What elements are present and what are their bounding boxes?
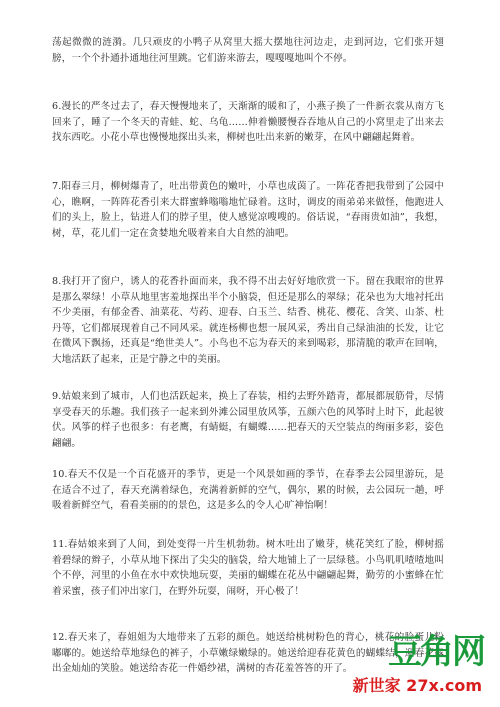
paragraph-6: 6.漫长的严冬过去了，春天慢慢地来了，天渐渐的暖和了，小燕子换了一件新衣裳从南方飞回来了，睡了一个冬天的青蛙、蛇、乌龟……伸着懒腰慢吞吞地从自己的小窝里走了出来去找东西吃。小花小草也慢慢地探出头来，柳树也吐出来新的嫩芽，在风中翩翩起舞着。 — [52, 101, 444, 144]
paragraph-10: 10.春天不仅是一个百花盛开的季节，更是一个风景如画的季节，在春季去公园里游玩，是在适合不过了，春天充满着绿色，充满着新鲜的空气，偶尔，累的时候，去公园玩一趟，呼吸着新鲜空气，看看美丽的的景色，这是多么的令人心旷神怡啊！ — [52, 469, 444, 512]
watermark-site: 新世家 27x.com — [352, 676, 482, 695]
paragraph-9: 9.姑娘来到了城市，人们也活跃起来，换上了春装，相约去野外踏青，都展都展筋骨，尽情享受春天的乐趣。我们孩子一起来到外滩公园里放风筝，五颜六色的风筝时上时下，此起彼伏。风筝的样子也很多：有老鹰，有蜻蜓，有蝴蝶……把春天的天空装点的绚丽多彩，姿色翩翩。 — [52, 391, 444, 449]
paragraph-8: 8.我打开了窗户，诱人的花香扑面而来，我不得不出去好好地欣赏一下。留在我眼帘的世界是那么翠绿！小草从地里害羞地探出半个小脑袋，但还是那么的翠绿；花朵也为大地衬托出不少美丽，有郁金香、油菜花、芍药、迎春、白玉兰、结香、桃花、樱花、含笑、山茶、杜丹等，它们都展现着自己不同风采。就连杨柳也想一展风采，秀出自己绿油油的长发，让它在微风下飘扬，还真是“绝世美人”。小鸟也不忘为春天的来到喝彩，那清脆的歌声在回响，大地活跃了起来，正是宁静之中的美丽。 — [52, 276, 444, 365]
paragraph-12: 12.春天来了，春姐姐为大地带来了五彩的颜色。她送给桃树粉色的背心，桃花的脸蛋儿粉嘟嘟的。她送给草地绿色的裤子，小草嫩绿嫩绿的。她送给迎春花黄色的蝴蝶结，迎春花露出金灿灿的笑脸。她送给杏花一件婚纱裙，满树的杏花羞答答的开了。 — [52, 632, 444, 675]
watermark-logo: 豆角网 — [388, 632, 484, 672]
paragraph-intro: 荡起微微的涟漪。几只顽皮的小鸭子从窝里大摇大摆地往河边走，走到河边，它们张开翅膀，一个个扑通扑通地往河里跳。它们游来游去，嘎嘎嘎地叫个不停。 — [52, 37, 444, 64]
paragraph-11: 11.春姑娘来到了人间，到处变得一片生机勃勃。树木吐出了嫩芽，桃花笑红了脸，柳树摇着碧绿的辫子，小草从地下探出了尖尖的脑袋，给大地铺上了一层绿毯。小鸟叽叽喳喳地叫个不停，河里的小鱼在水中欢快地玩耍，美丽的蝴蝶在花丛中翩翩起舞，勤劳的小蜜蜂在忙着采蜜，孩子们冲出家门，在野外玩耍，闹呀，开心极了！ — [52, 539, 444, 597]
paragraph-7: 7.阳春三月，柳树爆青了，吐出带黄色的嫩叶，小草也成茵了。一阵花香把我带到了公园中心，瞧啊，一阵阵花香引来大群蜜蜂嗡嗡地忙碌着。这时，调皮的雨弟弟来做怪，他跑进人们的头上，脸上，钻进人们的脖子里，使人感觉凉嗖嗖的。俗话说，“春雨贵如油”，我想，树，草，花儿们一定在贪婪地允吸着来自大自然的油吧。 — [52, 181, 444, 239]
